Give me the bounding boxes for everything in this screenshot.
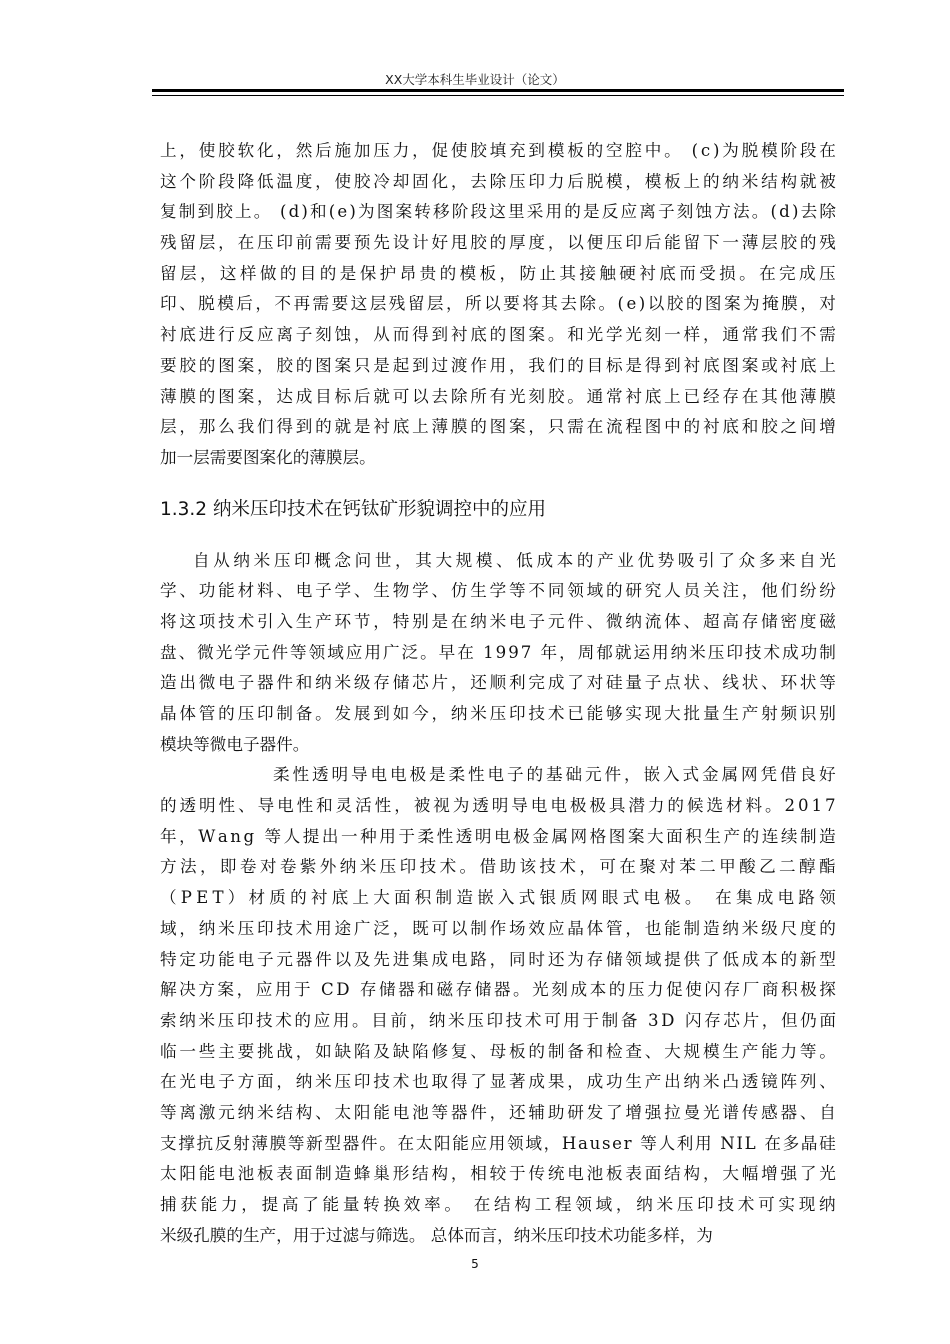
text-line: 这 个 阶 段 降 低 温 度 ， 使 胶 冷 却 固 化 ， 去 除 压 印 力 后 脱 模 ， 模 板 上 的 纳 米 结 构 就 被 [160, 171, 836, 191]
text-line: 残 留 层 ， 在 压 印 前 需 要 预 先 设 计 好 甩 胶 的 厚 度 ， 以 便 压 印 后 能 留 下 一 薄 层 胶 的 残 [160, 233, 836, 253]
text-line: 柔 性 透 明 导 电 电 极 是 柔 性 电 子 的 基 础 元 件 ， 嵌 入 式 金 属 网 凭 借 良 好 [273, 765, 836, 785]
text-line: 年 ， W a n g 等 人 提 出 一 种 用 于 柔 性 透 明 电 极 金 属 网 格 图 案 大 面 积 生 产 的 连 续 制 造 [160, 826, 836, 846]
text-line: 特 定 功 能 电 子 元 器 件 以 及 先 进 集 成 电 路 ， 同 时 还 为 存 储 领 域 提 供 了 低 成 本 的 新 型 [160, 949, 836, 969]
page-number: 5 [471, 1257, 479, 1271]
document-body [160, 136, 836, 1251]
text-line: 方 法 ， 即 卷 对 卷 紫 外 纳 米 压 印 技 术 。 借 助 该 技 术 ， 可 在 聚 对 苯 二 甲 酸 乙 二 醇 酯 [160, 857, 836, 877]
text-line: 域 ， 纳 米 压 印 技 术 用 途 广 泛 ， 既 可 以 制 作 场 效 应 晶 体 管 ， 也 能 制 造 纳 米 级 尺 度 的 [160, 918, 836, 938]
text-line: 造 出 微 电 子 器 件 和 纳 米 级 存 储 芯 片 ， 还 顺 利 完 成 了 对 硅 量 子 点 状 、 线 状 、 环 状 等 [160, 673, 836, 693]
header-rule-thick [152, 89, 844, 92]
text-line: 层 ， 那 么 我 们 得 到 的 就 是 衬 底 上 薄 膜 的 图 案 ， 只 需 在 流 程 图 中 的 衬 底 和 胶 之 间 增 [160, 417, 836, 437]
text-line: 支 撑 抗 反 射 薄 膜 等 新 型 器 件 。 在 太 阳 能 应 用 领 域 ， H a u s e r 等 人 利 用 N I L 在 多 晶 硅 [160, 1133, 836, 1153]
text-line: 太 阳 能 电 池 板 表 面 制 造 蜂 巢 形 结 构 ， 相 较 于 传 统 电 池 板 表 面 结 构 ， 大 幅 增 强 了 光 [160, 1164, 836, 1184]
text-line: 在 光 电 子 方 面 ， 纳 米 压 印 技 术 也 取 得 了 显 著 成 果 ， 成 功 生 产 出 纳 米 凸 透 镜 阵 列 、 [160, 1072, 836, 1092]
page-header-title: XX大学本科生毕业设计（论文） [385, 72, 565, 87]
text-line: 索 纳 米 压 印 技 术 的 应 用 。 目 前 ， 纳 米 压 印 技 术 可 用 于 制 备 3 D 闪 存 芯 片 ， 但 仍 面 [160, 1010, 836, 1030]
text-line: 的 透 明 性 、 导 电 性 和 灵 活 性 ， 被 视 为 透 明 导 电 电 极 极 具 潜 力 的 候 选 材 料 。 2 0 1 7 [160, 796, 836, 816]
text-line: 米级孔膜的生产，用于过滤与筛选。 总体而言，纳米压印技术功能多样，为 [160, 1225, 713, 1245]
text-line: 模块等微电子器件。 [160, 734, 310, 754]
text-line: 解 决 方 案 ， 应 用 于 C D 存 储 器 和 磁 存 储 器 。 光 刻 成 本 的 压 力 促 使 闪 存 厂 商 积 极 探 [160, 980, 836, 1000]
text-line: 自 从 纳 米 压 印 概 念 问 世 ， 其 大 规 模 、 低 成 本 的 产 业 优 势 吸 引 了 众 多 来 自 光 [193, 550, 836, 570]
text-line: 临 一 些 主 要 挑 战 ， 如 缺 陷 及 缺 陷 修 复 、 母 板 的 制 备 和 检 查 、 大 规 模 生 产 能 力 等 。 [160, 1041, 836, 1061]
text-line: 学 、 功 能 材 料 、 电 子 学 、 生 物 学 、 仿 生 学 等 不 同 领 域 的 研 究 人 员 关 注 ， 他 们 纷 纷 [160, 581, 836, 601]
text-line: 晶 体 管 的 压 印 制 备 。 发 展 到 如 今 ， 纳 米 压 印 技 术 已 能 够 实 现 大 批 量 生 产 射 频 识 别 [160, 704, 836, 723]
text-line: 留 层 ， 这 样 做 的 目 的 是 保 护 昂 贵 的 模 板 ， 防 止 其 接 触 硬 衬 底 而 受 损 。 在 完 成 压 [160, 263, 836, 283]
text-line: 将 这 项 技 术 引 入 生 产 环 节 ， 特 别 是 在 纳 米 电 子 元 件 、 微 纳 流 体 、 超 高 存 储 密 度 磁 [160, 611, 836, 631]
text-line: 要 胶 的 图 案 ， 胶 的 图 案 只 是 起 到 过 渡 作 用 ， 我 们 的 目 标 是 得 到 衬 底 图 案 或 衬 底 上 [160, 355, 836, 375]
text-line: 复 制 到 胶 上 。 ( d ) 和 ( e ) 为 图 案 转 移 阶 段 这 里 采 用 的 是 反 应 离 子 刻 蚀 方 法 。 ( d ) 去 除 [160, 202, 836, 222]
header-rule-thin [152, 95, 844, 96]
section-heading: 1.3.2 纳米压印技术在钙钛矿形貌调控中的应用 [160, 498, 546, 520]
paragraph-1 [160, 136, 836, 474]
text-line: 捕 获 能 力 ， 提 高 了 能 量 转 换 效 率 。 在 结 构 工 程 领 域 ， 纳 米 压 印 技 术 可 实 现 纳 [160, 1195, 836, 1214]
text-line: 印 、 脱 模 后 ， 不 再 需 要 这 层 残 留 层 ， 所 以 要 将 其 去 除 。 ( e ) 以 胶 的 图 案 为 掩 膜 ， 对 [160, 294, 836, 314]
text-line: 薄 膜 的 图 案 ， 达 成 目 标 后 就 可 以 去 除 所 有 光 刻 胶 。 通 常 衬 底 上 已 经 存 在 其 他 薄 膜 [160, 386, 836, 406]
text-line: 衬 底 进 行 反 应 离 子 刻 蚀 ， 从 而 得 到 衬 底 的 图 案 。 和 光 学 光 刻 一 样 ， 通 常 我 们 不 需 [160, 325, 836, 345]
paragraph-3 [160, 760, 836, 1251]
text-line: （ P E T ） 材 质 的 衬 底 上 大 面 积 制 造 嵌 入 式 银 质 网 眼 式 电 极 。 在 集 成 电 路 领 [160, 888, 836, 908]
paragraph-2 [160, 546, 836, 761]
text-line: 加一层需要图案化的薄膜层。 [160, 447, 376, 467]
text-line: 盘 、 微 光 学 元 件 等 领 域 应 用 广 泛 。 早 在 1 9 9 7 年 ， 周 郁 就 运 用 纳 米 压 印 技 术 成 功 制 [160, 642, 836, 662]
text-line: 等 离 激 元 纳 米 结 构 、 太 阳 能 电 池 等 器 件 ， 还 辅 助 研 发 了 增 强 拉 曼 光 谱 传 感 器 、 自 [160, 1102, 836, 1122]
text-line: 上 ， 使 胶 软 化 ， 然 后 施 加 压 力 ， 促 使 胶 填 充 到 模 板 的 空 腔 中 。 ( c ) 为 脱 模 阶 段 在 [160, 141, 836, 160]
